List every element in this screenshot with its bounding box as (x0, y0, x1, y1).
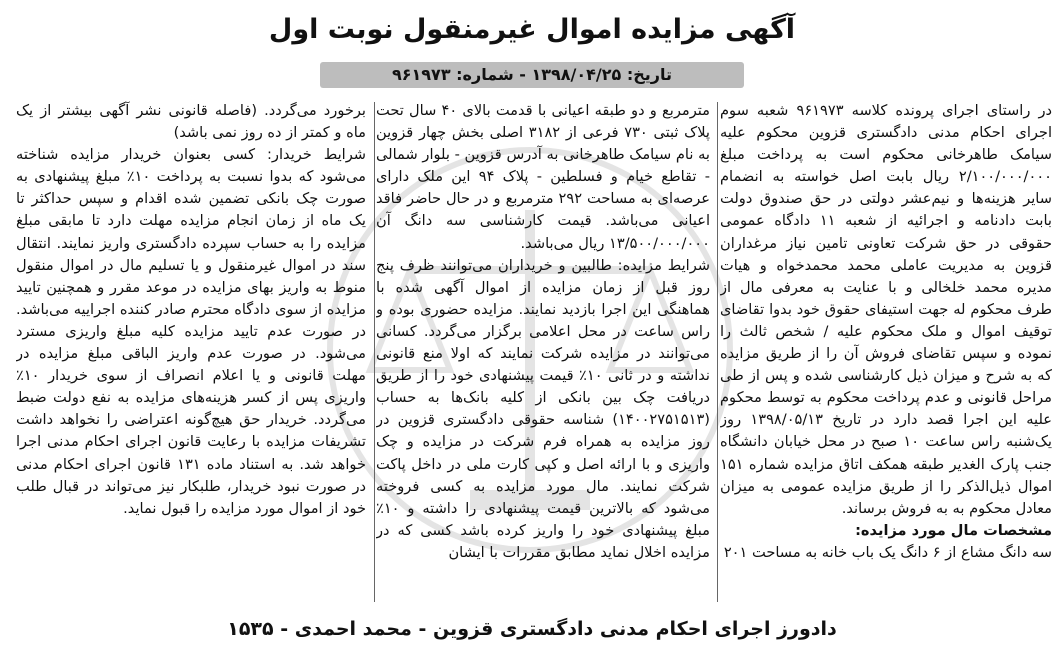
property-spec-start: سه دانگ مشاع از ۶ دانگ یک باب خانه به مساحت ۲۰۱ (723, 543, 1052, 561)
column-divider-right (717, 102, 718, 602)
date-number-bar: تاریخ: ۱۳۹۸/۰۴/۲۵ - شماره: ۹۶۱۹۷۳ (320, 62, 744, 88)
column-left (16, 100, 366, 610)
buyer-conditions-paragraph: شرایط خریدار: کسی بعنوان خریدار مزایده شناخته می‌شود که بدوا نسبت به پرداخت ۱۰٪ مبلغ پیشنهادی به صورت چک بانکی تضمین شده اقدام و سپس حداکثر تا یک ماه از زمان انجام مزایده مهلت دارد تا مابقی مبلغ مزایده را به حساب سپرده دادگستری واریز نمایند. انتقال سند در اموال غیرمنقول و یا تسلیم مال در اموال منقول منوط به واریز بهای مزایده در موعد مقرر و همچنین تایید مزایده از سوی دادگاه محترم صادر کننده اجراییه می‌باشد. در صورت عدم تایید مزایده کلیه مبلغ واریزی مسترد می‌شود. در صورت عدم واریز الباقی مبلغ مزایده در مهلت قانونی و یا اعلام انصراف از سوی خریدار ۱۰٪ واریزی پس از کسر هزینه‌های مزایده به نفع دولت ضبط می‌گردد. خریدار حق هیچ‌گونه اعتراضی را نخواهد داشت تشریفات مزایده با رعایت قانون اجرای احکام مدنی اجرا خواهد شد. به استناد ماده ۱۳۱ قانون اجرای احکام مدنی در صورت نبود خریدار، طلبکار نیز می‌تواند در قبال طلب خود از اموال مورد مزایده را قبول نماید. (16, 146, 366, 517)
auction-conditions-paragraph: شرایط مزایده: طالبین و خریداران می‌توانند ظرف پنج روز قبل از زمان مزایده از اموال آگهی شده با هماهنگی این اجرا بازدید نمایند. مزایده حضوری بوده و راس ساعت در محل اعلامی برگزار می‌گردد. کسانی می‌توانند در مزایده شرکت نمایند که اولا منع قانونی نداشته و در ثانی ۱۰٪ قیمت پیشنهادی خود را از طریق دریافت چک بین بانکی از کلیه بانک‌ها به حساب (۱۴۰۰۲۷۵۱۵۱۳) شناسه حقوقی دادگستری قزوین در روز مزایده به همراه فرم شرکت در مزایده و چک واریزی و با ارائه اصل و کپی کارت ملی در داخل پاکت شرکت نمایند. مال مورد مزایده به کسی فروخته می‌شود که بالاترین قیمت پیشنهادی را داشته و ۱۰٪ مبلغ پیشنهادی خود را واریز کرده باشد کسی که در مزایده اخلال نماید مطابق مقررات با ایشان (376, 256, 710, 561)
intro-paragraph: در راستای اجرای پرونده کلاسه ۹۶۱۹۷۳ شعبه سوم اجرای احکام مدنی دادگستری قزوین محکوم علیه سیامک طاهرخانی محکوم است به پرداخت مبلغ ۲/۱۰۰/۰۰۰/۰۰۰ ریال بابت اصل خواسته به انضمام سایر هزینه‌ها و نیم‌عشر دولتی در حق صندوق دولت بابت دادنامه و اجرائیه از شعبه ۱۱ دادگاه عمومی حقوقی در حق شرکت تعاونی تامین نیاز مرغداران قزوین به مدیریت عاملی محمد محمدخواه و هیات مدیره محمد خلخالی و با عنایت به معرفی مال از طرف محکوم له جهت استیفای حقوق خود بدوا تقاضای توقیف اموال و ملک محکوم علیه / شخص ثالث را نموده و سپس تقاضای فروش آن را از طریق مزایده که به شرح و میزان ذیل کارشناسی شده و پس از طی مراحل قانونی و عدم پرداخت محکوم به توسط محکوم علیه این اجرا قصد دارد در تاریخ ۱۳۹۸/۰۵/۱۳ روز یک‌شنبه راس ساعت ۱۰ صبح در محل خیابان دانشگاه جنب پارک الغدیر طبقه همکف اتاق مزایده شماره ۱۵۱ اموال ذیل‌الذکر را از طریق مزایده عمومی به میزان معادل محکوم به به فروش برساند. (720, 102, 1052, 517)
ad-title: آگهی مزایده اموال غیرمنقول نوبت اول (268, 14, 796, 45)
signature-footer: دادورز اجرای احکام مدنی دادگستری قزوین - محمد احمدی - ۱۵۳۵ (227, 618, 837, 640)
conditions-continued: برخورد می‌گردد. (فاصله قانونی نشر آگهی بیشتر از یک ماه و کمتر از ده روز نمی باشد) (16, 102, 366, 142)
property-spec-heading: مشخصات مال مورد مزایده: (855, 521, 1052, 539)
column-right (720, 100, 1052, 610)
property-spec-continued: مترمربع و دو طبقه اعیانی با قدمت بالای ۴۰ سال تحت پلاک ثبتی ۷۳۰ فرعی از ۳۱۸۲ اصلی بخش چهار قزوین به نام سیامک طاهرخانی به آدرس قزوین - بلوار شمالی - تقاطع خیام و فسلطین - پلاک ۹۴ این ملک دارای عرصه‌ای به مساحت ۲۹۲ مترمربع و در حال حاضر فاقد اعیانی می‌باشد. قیمت کارشناسی سه دانگ آن ۱۳/۵۰۰/۰۰۰/۰۰۰ ریال می‌باشد. (376, 102, 710, 252)
column-middle (376, 100, 710, 610)
column-divider-left (374, 102, 375, 602)
